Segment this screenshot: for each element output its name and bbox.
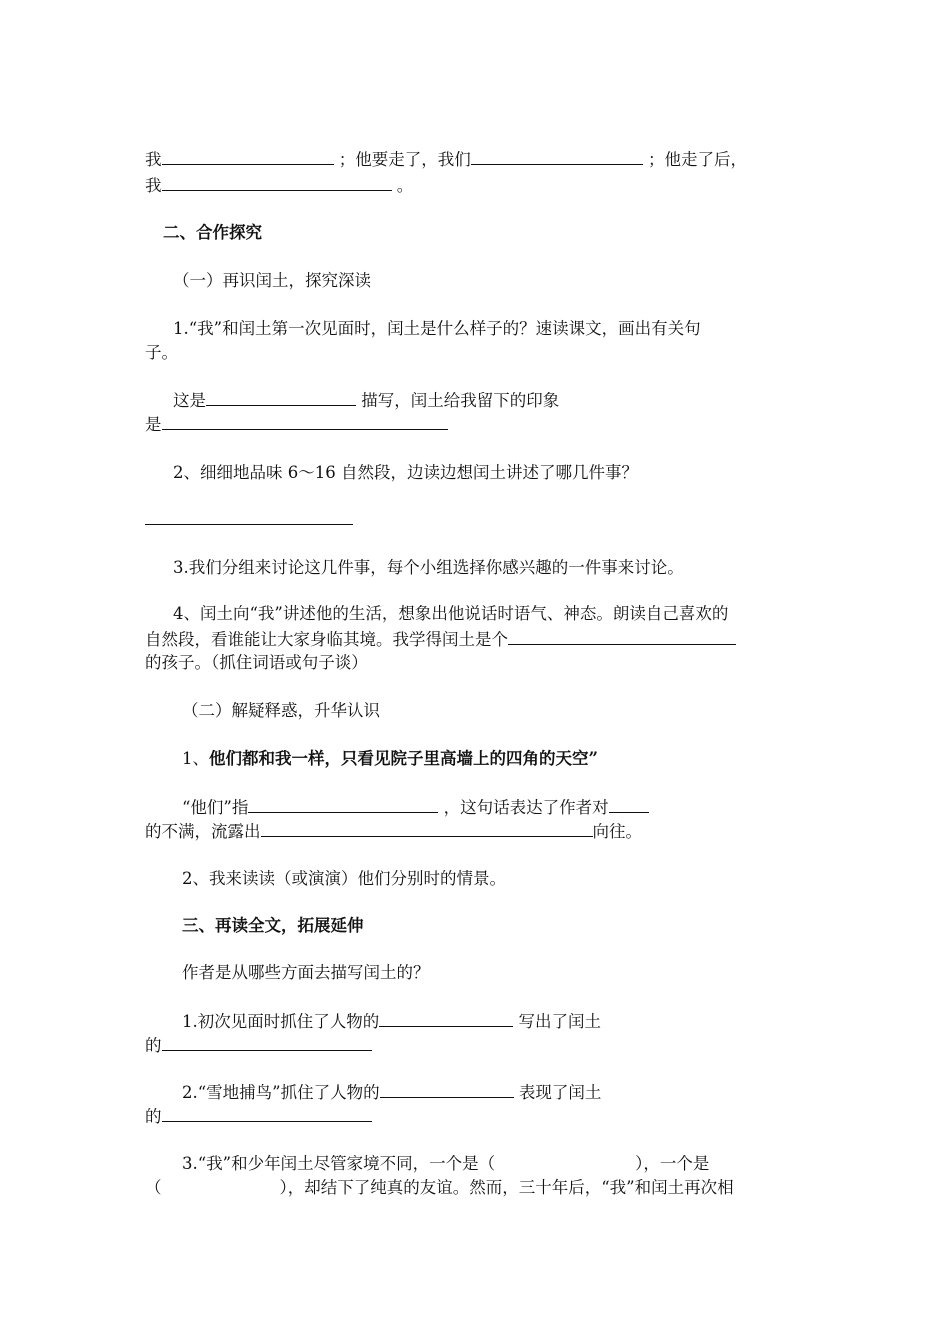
blank-description-type[interactable]	[206, 389, 356, 406]
subsection-2-title: （二）解疑释惑，升华认识	[182, 701, 380, 720]
question-2-answer	[145, 508, 353, 531]
section-3-q2-line-1	[182, 1081, 601, 1104]
text: 1、	[182, 749, 209, 768]
question-5-answer-line-2	[145, 820, 642, 843]
question-5	[182, 748, 598, 770]
section-3-title: 三、再读全文，拓展延伸	[182, 916, 364, 935]
text: 。	[396, 176, 414, 195]
text: 表现了闰土	[518, 1083, 602, 1102]
question-4-line-2	[145, 628, 736, 651]
intro-line-2	[145, 174, 413, 197]
text: 1.初次见面时抓住了人物的	[182, 1012, 380, 1031]
question-1-line-1: 1.“我”和闰土第一次见面时，闰土是什么样子的？速读课文，画出有关句	[173, 319, 701, 338]
text: 2.“雪地捕鸟”抓住了人物的	[182, 1083, 380, 1102]
section-3-q1-line-1	[182, 1010, 601, 1033]
section-3-q2-line-2	[145, 1105, 372, 1128]
text: ），却结下了纯真的友谊。然而，三十年后，“我”和闰土再次相	[279, 1178, 734, 1197]
section-2-title: 二、合作探究	[163, 223, 262, 242]
question-6: 2、我来读读（或演演）他们分别时的情景。	[182, 869, 506, 888]
blank-they-refer[interactable]	[248, 796, 438, 813]
section-3-q3-line-1	[182, 1153, 709, 1175]
question-4-line-3: 的孩子。（抓住词语或句子谈）	[145, 653, 368, 672]
text: 3.我们分组来讨论这几件事，	[173, 558, 387, 577]
text: 描写，闰土给我留下的印象	[361, 391, 560, 410]
blank-s3-q1-b[interactable]	[162, 1034, 372, 1051]
text: “他们”指	[182, 798, 249, 817]
section-3-q1-line-2	[145, 1034, 372, 1057]
question-1-answer-line-1	[173, 389, 559, 412]
blank-impression[interactable]	[162, 413, 448, 430]
question-3	[173, 557, 684, 579]
text: ；他走了后，	[648, 150, 747, 169]
text: 我	[145, 150, 162, 169]
blank-2[interactable]	[471, 148, 643, 165]
blank-s3-q1-a[interactable]	[379, 1010, 513, 1027]
blank-1[interactable]	[162, 148, 334, 165]
text: ，这句话表达了作者对	[443, 798, 609, 817]
blank-character[interactable]	[508, 628, 736, 645]
text: 每个小组选择你感兴趣的一件事来讨论。	[386, 558, 684, 577]
blank-s3-q2-b[interactable]	[162, 1105, 372, 1122]
question-2: 2、细细地品味 6～16 自然段，边读边想闰土讲述了哪几件事？	[173, 463, 638, 482]
question-1-answer-line-2	[145, 413, 448, 436]
section-3-intro: 作者是从哪些方面去描写闰土的？	[182, 963, 430, 982]
text: 的不满，流露出	[145, 822, 261, 841]
text: 3.“我”和少年闰土尽管家境不同，一个是（	[182, 1154, 496, 1173]
blank-3[interactable]	[162, 174, 392, 191]
text: （	[145, 1178, 162, 1197]
text: ；他要走了，我们	[338, 150, 471, 169]
blank-s3-q2-a[interactable]	[380, 1081, 514, 1098]
text: 这是	[173, 391, 206, 410]
question-1-line-2: 子。	[145, 343, 178, 362]
intro-line-1	[145, 148, 747, 171]
text: 向往。	[592, 822, 642, 841]
text: 的	[145, 1107, 162, 1126]
text: 的	[145, 1036, 162, 1055]
text: 写出了闰土	[518, 1012, 601, 1031]
text: 他们都和我一样，只看见院子里高墙上的四角的天空”	[209, 749, 598, 768]
text: 自然段，看谁能让大家身临其境。我学得闰土是个	[145, 630, 508, 649]
blank-events[interactable]	[145, 508, 353, 525]
subsection-1-title: （一）再识闰土，探究深读	[173, 271, 371, 290]
question-5-answer-line-1	[182, 796, 649, 819]
text: ），一个是	[635, 1154, 710, 1173]
blank-yearning[interactable]	[261, 820, 593, 837]
blank-discontent[interactable]	[609, 796, 649, 813]
section-3-q3-line-2	[145, 1177, 734, 1199]
question-4-line-1: 4、闰土向“我”讲述他的生活，想象出他说话时语气、神态。朗读自己喜欢的	[173, 604, 729, 623]
text: 我	[145, 176, 162, 195]
text: 是	[145, 415, 162, 434]
